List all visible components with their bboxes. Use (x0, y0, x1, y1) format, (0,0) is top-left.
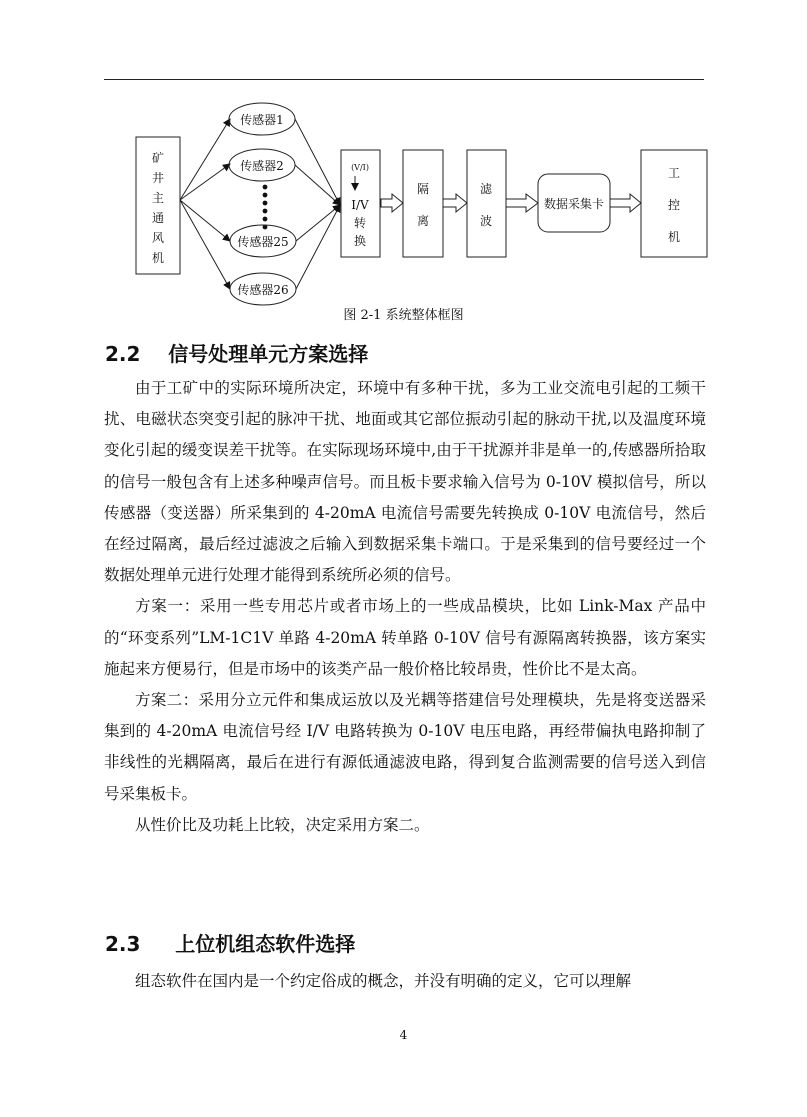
svg-text:传感器1: 传感器1 (240, 113, 284, 127)
ellipsis-dots (263, 185, 268, 230)
ipc-label (668, 166, 680, 244)
svg-text:滤: 滤 (479, 182, 493, 196)
svg-text:传感器25: 传感器25 (237, 235, 289, 249)
svg-text:I/V: I/V (351, 198, 369, 212)
svg-text:通: 通 (151, 211, 165, 225)
svg-text:隔: 隔 (416, 182, 430, 196)
sensor-26 (230, 273, 296, 305)
vi-small-label: (V/I) (351, 163, 369, 172)
paragraph: 由于工矿中的实际环境所决定，环境中有多种干扰，多为工业交流电引起的工频干扰、电磁状态突变引起的脉冲干扰、地面或其它部位振动引起的脉动干扰,以及温度环境变化引起的缓变误差干扰等。在实际现场环境中,由于干扰源并非是单一的,传感器所拾取的信号一般包含有上述多种噪声信号。而且板卡要求输入信号为 0-10V 模拟信号，所以传感器（变送器）所采集到的 4-20mA 电流信号需要先转换成 0-10V 电流信号，然后在经过隔离，最后经过滤波之后输入到数据采集卡端口。于是采集到的信号要经过一个数据处理单元进行处理才能得到系统所必须的信号。 (104, 379, 706, 585)
isolation-box (403, 150, 443, 257)
svg-text:工: 工 (667, 166, 681, 180)
svg-text:井: 井 (151, 171, 165, 185)
svg-text:传感器2: 传感器2 (240, 159, 284, 173)
svg-text:控: 控 (667, 198, 681, 212)
svg-text:传感器26: 传感器26 (237, 283, 289, 297)
section-heading-2-2: 2.2 信号处理单元方案选择 (105, 342, 369, 366)
svg-text:波: 波 (479, 214, 493, 228)
svg-text:机: 机 (151, 251, 165, 265)
sensor-1 (229, 103, 295, 135)
system-block-diagram (0, 0, 807, 310)
paragraph: 方案一：采用一些专用芯片或者市场上的一些成品模块，比如 Link-Max 产品中的“环变系列”LM-1C1V 单路 4-20mA 转单路 0-10V 信号有源隔离转换器，该方案实施起来方便易行，但是市场中的该类产品一般价格比较昂贵，性价比不是太高。 (104, 597, 706, 678)
fanout-arrows (180, 119, 230, 289)
paragraph: 组态软件在国内是一个约定俗成的概念，并没有明确的定义，它可以理解 (135, 972, 632, 990)
ventilator-label (152, 151, 164, 265)
daq-card-label: 数据采集卡 (543, 197, 605, 211)
filter-box (467, 150, 506, 257)
iv-converter-label (351, 198, 369, 248)
page-number: 4 (399, 1028, 408, 1042)
svg-text:离: 离 (416, 214, 430, 228)
svg-text:主: 主 (151, 191, 165, 205)
fanin-arrows (295, 119, 340, 289)
isolation-label (417, 182, 429, 228)
svg-text:机: 机 (667, 230, 681, 244)
svg-text:换: 换 (353, 234, 367, 248)
sensor-2 (229, 149, 295, 181)
paragraph: 从性价比及功耗上比较，决定采用方案二。 (135, 815, 430, 834)
svg-text:转: 转 (353, 216, 367, 230)
figure-caption: 图 2-1 系统整体框图 (343, 308, 464, 323)
section-heading-2-3: 2.3 上位机组态软件选择 (105, 932, 356, 956)
section-2-3-body (104, 966, 706, 997)
section-2-2-body (104, 373, 706, 841)
paragraph: 方案二：采用分立元件和集成运放以及光耦等搭建信号处理模块，先是将变送器采集到的 4-20mA 电流信号经 I/V 电路转换为 0-10V 电压电路，再经带偏执电路抑制了非线性的光耦隔离，最后在进行有源低通滤波电路，得到复合监测需要的信号送入到信号采集板卡。 (104, 691, 706, 803)
svg-text:风: 风 (151, 231, 165, 245)
sensor-25 (230, 225, 296, 257)
filter-label (480, 181, 493, 228)
svg-text:矿: 矿 (151, 151, 165, 165)
